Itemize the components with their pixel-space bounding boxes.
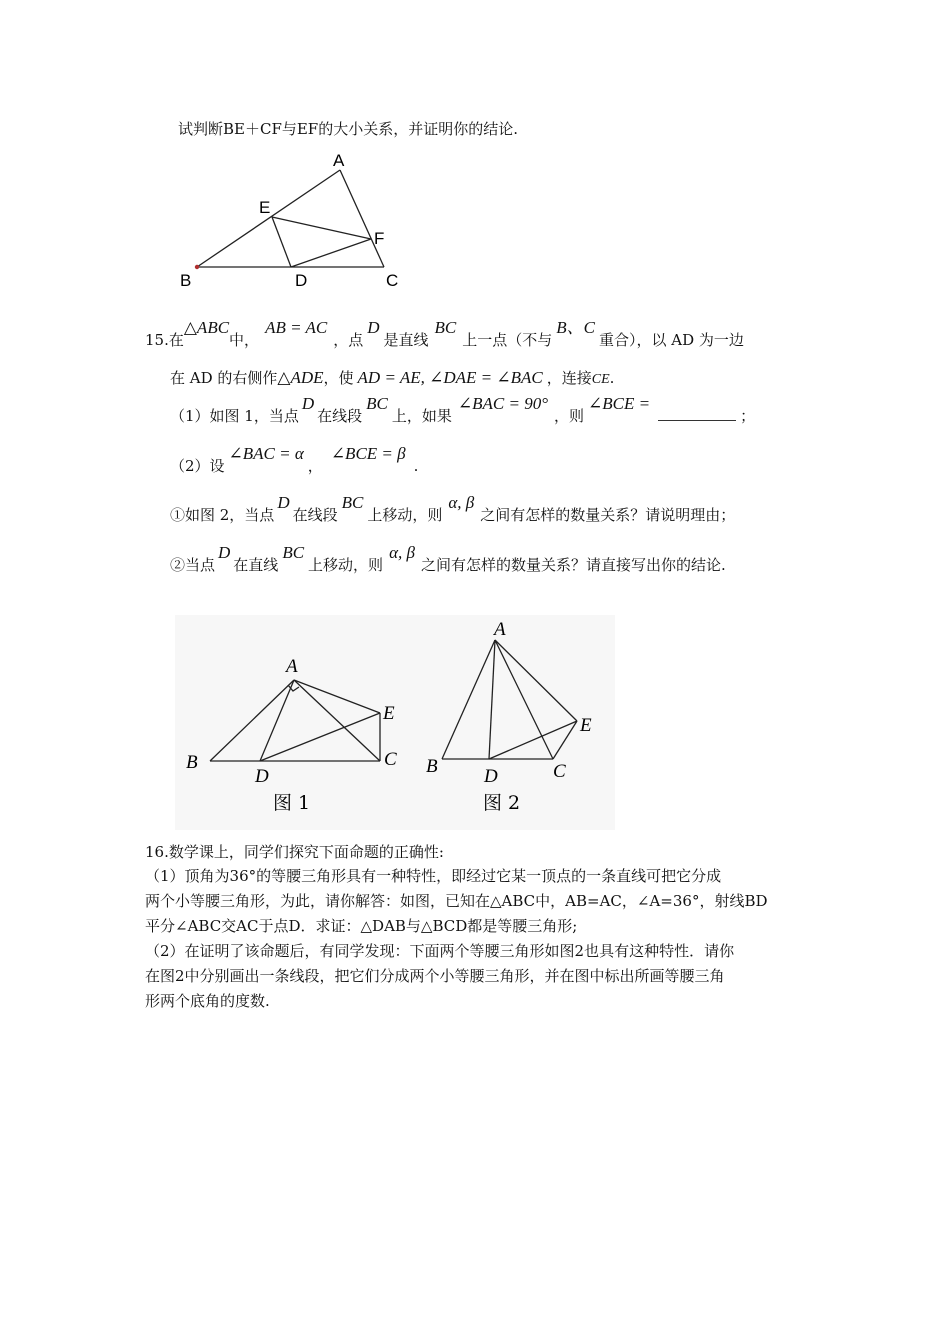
fig1-label-C: C [384,749,397,770]
q15-sub1 [170,493,736,525]
q15-text: 中， [229,331,260,349]
q15-number: 15.在 [145,331,184,349]
fig1-label-E: E [383,703,395,724]
label-C: C [386,271,399,290]
q15-alpha-beta: α, β [448,493,475,512]
q15-ce: CE [591,372,610,387]
q15-text: ②当点 [170,556,216,574]
fig1-label-B: B [186,752,198,773]
fig2-label-A: A [494,619,506,640]
q15-bce-eq: ∠BCE = [588,394,651,413]
answer-blank[interactable] [658,406,736,421]
seg-DF [291,239,371,267]
q15-text: 上一点（不与 [462,331,553,349]
q15-line-bc: BC [282,543,305,562]
q15-text: 上移动，则 [367,506,443,524]
q16-line5: （2）在证明了该命题后，有同学发现：下面两个等腰三角形如图2也具有这种特性．请你 [145,942,735,960]
q15-text: 在直线 [233,556,279,574]
point-B-dot [195,265,199,269]
q15-text: ，则 [554,407,585,425]
q15-alpha-beta: α, β [389,543,415,562]
q15-text: 重合），以 AD 为一边 [599,331,744,349]
q15-alpha-def: ∠BAC = α [228,444,304,463]
q16-line3: 两个小等腰三角形，为此，请你解答：如图，已知在△ABC中，AB=AC，∠A=36°，射线BD [145,892,768,910]
q15-ab-eq-ac: AB = AC [265,318,328,337]
q15-segment-bc: BC [366,394,388,413]
q15-text: 上，如果 [391,407,452,425]
q15-part1 [170,394,756,426]
q15-text: 在线段 [317,407,363,425]
q15-beta-def: ∠BCE = β [330,444,406,463]
q15-line2 [170,368,614,390]
q15-sub2 [170,543,726,575]
fig2-caption: 图 2 [483,792,521,814]
q15-text: 之间有怎样的数量关系？请直接写出你的结论. [420,556,726,574]
q15-text: （2）设 [170,457,225,475]
fig1-label-D: D [255,766,269,787]
label-F: F [374,229,385,248]
q15-text: . [413,457,419,475]
q15-text: 是直线 [383,331,429,349]
label-E: E [259,198,271,217]
q15-condition: AD = AE, ∠DAE = ∠BAC [357,368,543,387]
label-A: A [333,151,345,170]
q15-point-d: D [277,493,290,512]
fig2-label-D: D [484,766,498,787]
q15-points-bc: B、C [556,318,596,337]
q15-point-d: D [301,394,315,413]
seg-EF [272,217,371,239]
q15-text: 上移动，则 [308,556,384,574]
q15-text: ，使 [323,369,354,387]
fig2-label-E: E [580,715,592,736]
q15-text: ，点 [333,331,364,349]
prev-figure [175,150,435,290]
fig2-label-B: B [426,756,438,777]
fig1-caption: 图 1 [273,792,311,814]
q15-part2 [170,444,419,476]
q15-text: ①如图 2，当点 [170,506,275,524]
q16-line7: 形两个底角的度数. [145,992,270,1010]
q16-line6: 在图2中分别画出一条线段，把它们分成两个小等腰三角形，并在图中标出所画等腰三角 [145,967,725,985]
q15-bac-90: ∠BAC = 90° [457,394,549,413]
q15-text: ，连接 [546,369,592,387]
q15-line-bc: BC [434,318,457,337]
prev-problem-text: 试判断BE＋CF与EF的大小关系，并证明你的结论. [178,120,518,138]
label-D: D [295,271,308,290]
q15-point-d: D [218,543,231,562]
q15-text: 在线段 [292,506,338,524]
q15-tri-ade: △ADE [277,368,324,387]
q15-segment-bc: BC [341,493,364,512]
q16-line4: 平分∠ABC交AC于点D．求证：△DAB与△BCD都是等腰三角形; [145,917,578,935]
q15-text: . [609,369,615,387]
q15-text: ， [307,457,323,475]
fig2-label-C: C [553,761,566,782]
q15-text: 之间有怎样的数量关系？请说明理由； [480,506,736,524]
q15-text: ； [740,407,756,425]
q16-line1: 16.数学课上，同学们探究下面命题的正确性: [145,843,444,861]
seg-AC [340,170,384,267]
seg-ED [272,217,291,267]
q15-text: （1）如图 1，当点 [170,407,299,425]
label-B: B [180,271,192,290]
seg-BA [197,170,340,267]
q16-line2: （1）顶角为36°的等腰三角形具有一种特性，即经过它某一顶点的一条直线可把它分成 [145,867,722,885]
q15-tri-abc: △ABC [183,318,230,337]
q15-figures [175,615,615,830]
fig1-label-A: A [286,656,298,677]
q15-point-d: D [367,318,380,337]
q15-line1 [145,318,744,350]
q15-text: 在 AD 的右侧作 [170,369,278,387]
